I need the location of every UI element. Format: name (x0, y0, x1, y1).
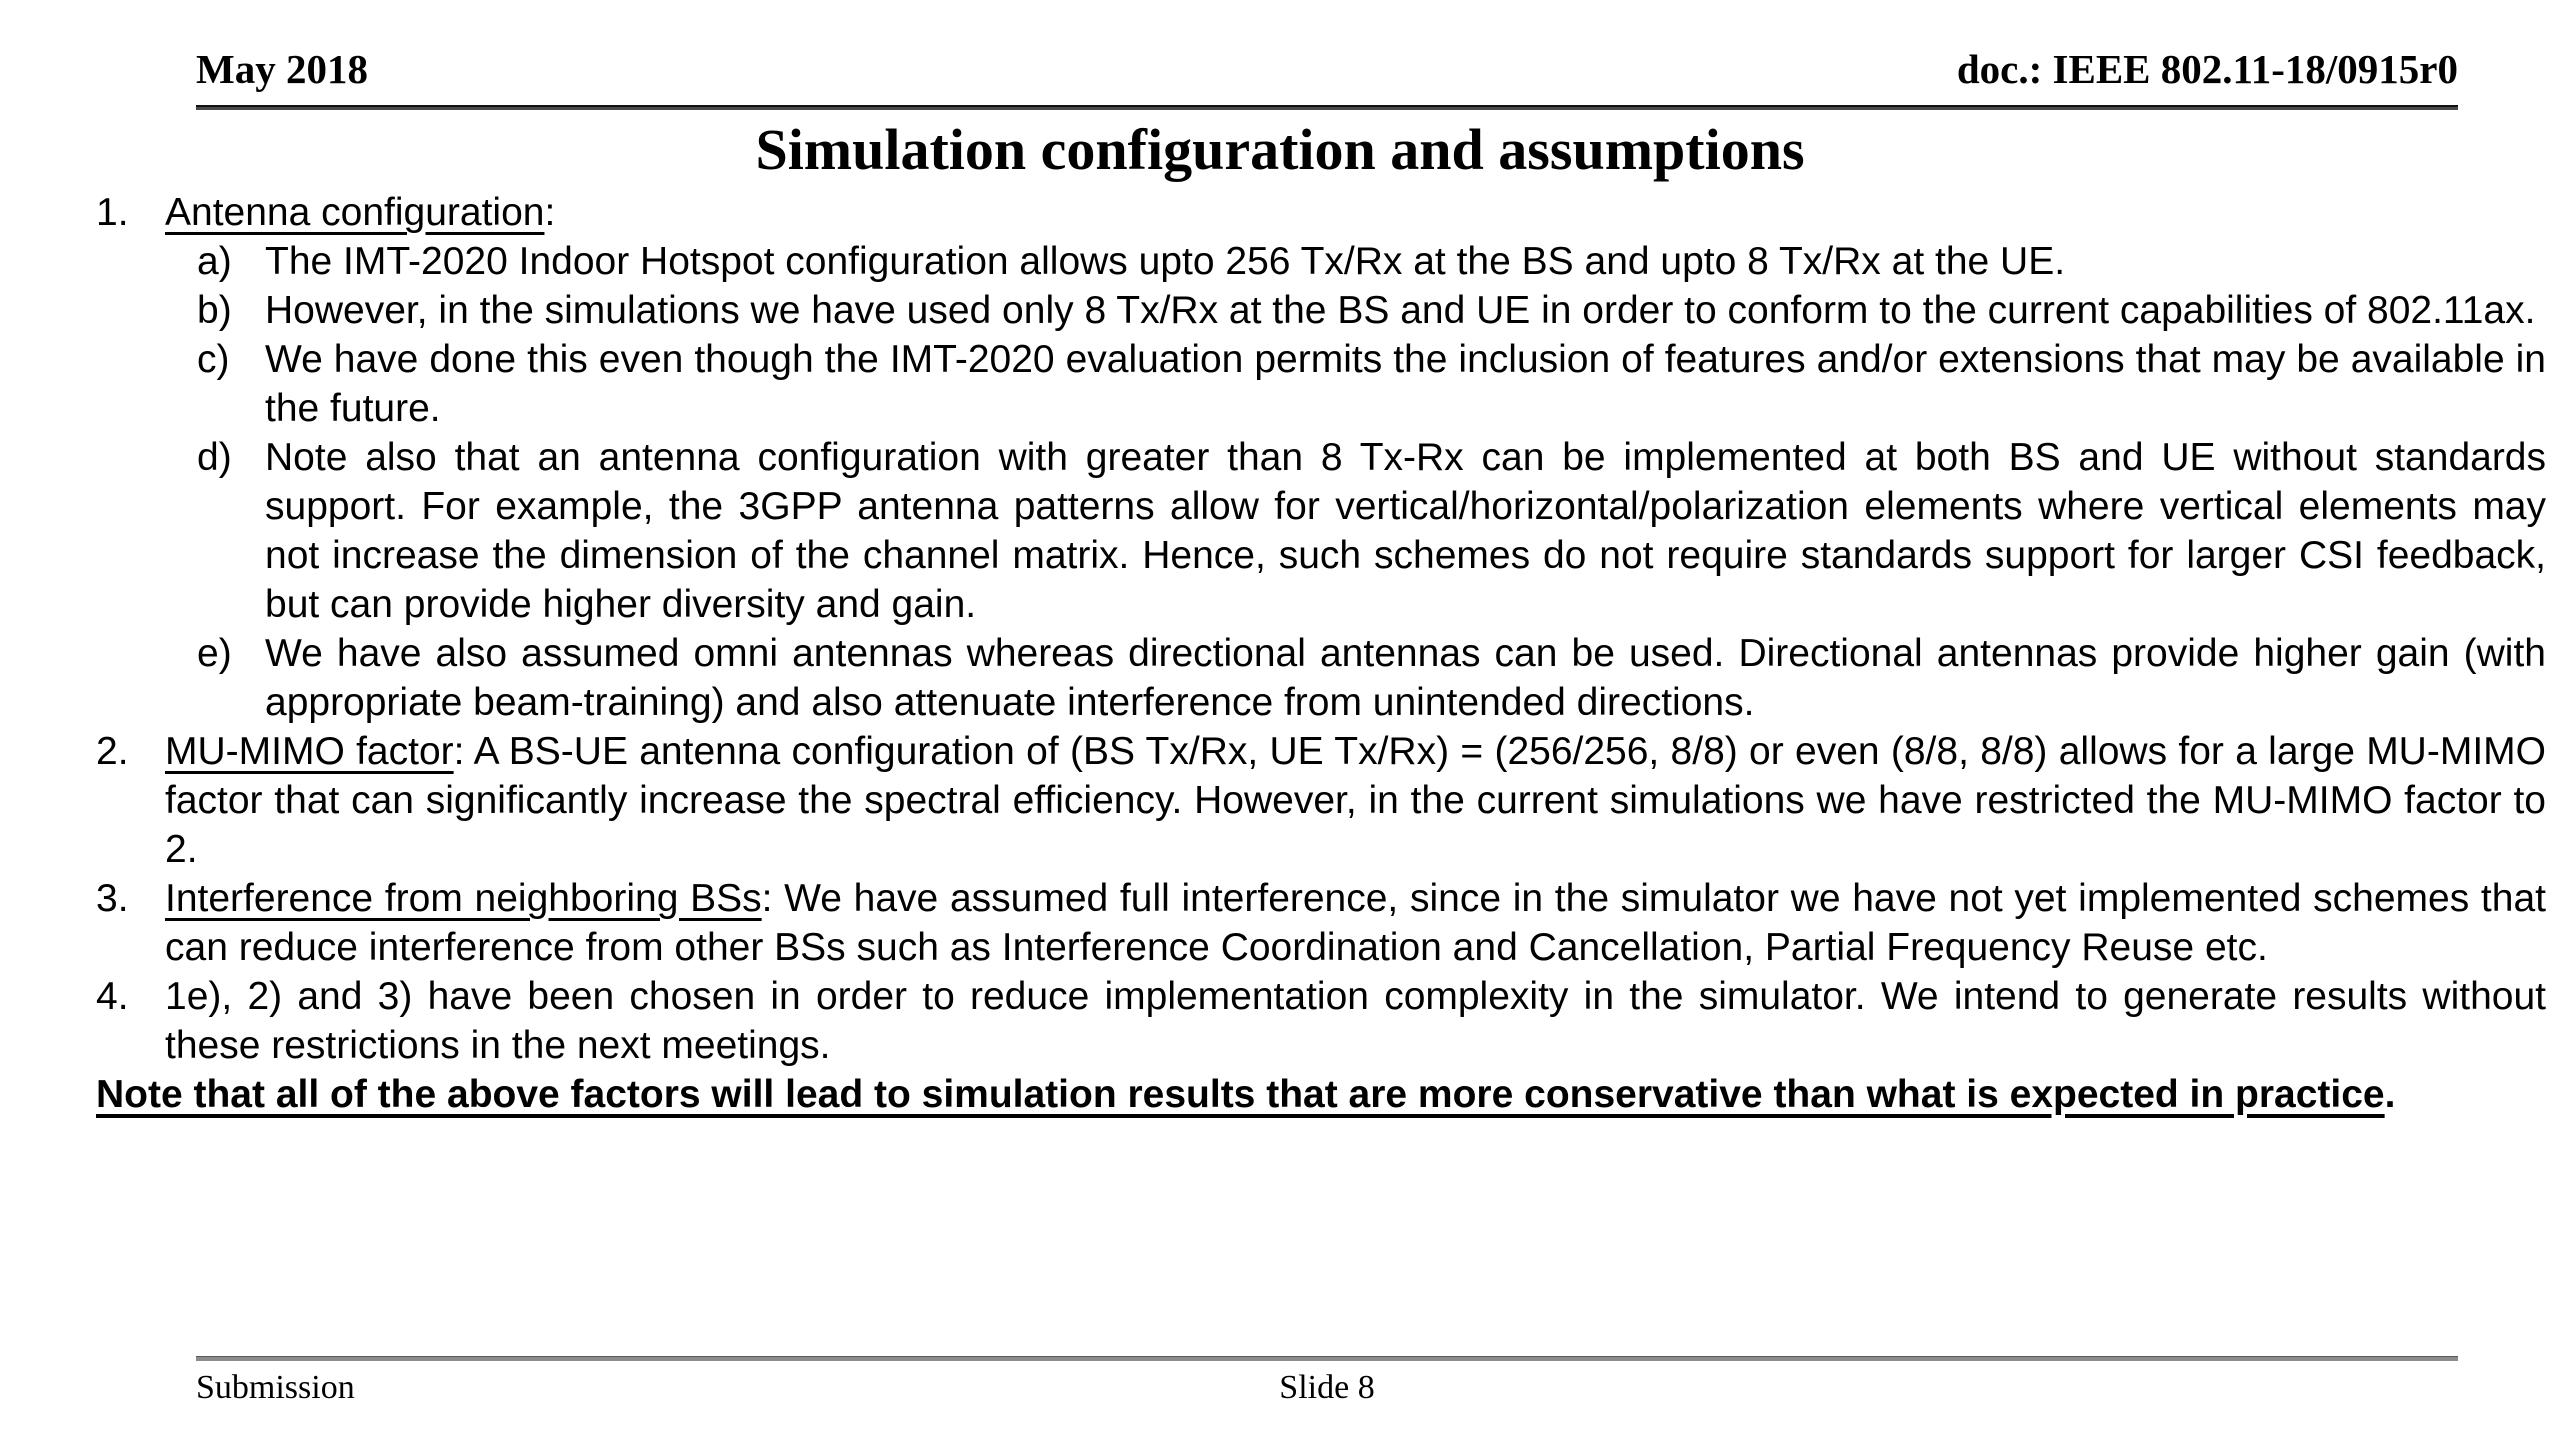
slide-footer (196, 1356, 2458, 1406)
footer-slide-number: Slide 8 (1279, 1369, 1375, 1406)
sub-item-1c-text: We have done this even though the IMT-2020 evaluation permits the inclusion of features and/or extensions that may be available in the future. (265, 337, 2546, 430)
sub-list-1 (165, 237, 2546, 727)
sub-item-1e-text: We have also assumed omni antennas whereas directional antennas can be used. Directional antennas provide higher gain (with appropriate beam-training) and also attenuate interference from unintended directions. (265, 631, 2546, 724)
sub-item-1e (165, 629, 2546, 727)
footer-text-row (196, 1369, 2458, 1406)
item-3-label: Interference from neighboring BSs (165, 876, 762, 920)
sub-item-1a-marker: a) (197, 239, 232, 283)
sub-item-1c-marker: c) (197, 337, 230, 381)
item-4-number: 4. (96, 974, 129, 1018)
sub-item-1b-text: However, in the simulations we have used only 8 Tx/Rx at the BS and UE in order to conform to the current capabilities of 802.11ax. (265, 288, 2536, 332)
footer-rule (196, 1356, 2458, 1361)
footer-submission-label: Submission (196, 1369, 355, 1406)
footer-right-spacer (1704, 1369, 2458, 1406)
sub-item-1d (165, 433, 2546, 629)
header-doc-number: doc.: IEEE 802.11-18/0915r0 (1956, 46, 2458, 92)
list-item-3 (96, 874, 2546, 972)
sub-item-1d-text: Note also that an antenna configuration with greater than 8 Tx-Rx can be implemented at both BS and UE without standards support. For example, the 3GPP antenna patterns allow for vertical/horizontal/polarization elements where vertical elements may not increase the dimension of the channel matrix. Hence, such schemes do not require standards support for larger CSI feedback, but can provide higher diversity and gain. (265, 435, 2546, 626)
item-1-label: Antenna configuration (165, 190, 545, 234)
list-item-4 (96, 972, 2546, 1070)
item-2-label: MU-MIMO factor (165, 729, 454, 773)
item-3-text: : We have assumed full interference, since in the simulator we have not yet implemented schemes that can reduce interference from other BSs such as Interference Coordination and Cancellation, Partial Frequency Reuse etc. (165, 876, 2546, 969)
sub-item-1a-text: The IMT-2020 Indoor Hotspot configuration allows upto 256 Tx/Rx at the BS and upto 8 Tx/Rx at the UE. (265, 239, 2066, 283)
item-1-text: : (544, 190, 556, 234)
item-4-text: 1e), 2) and 3) have been chosen in order to reduce implementation complexity in the simulator. We intend to generate results without these restrictions in the next meetings. (165, 974, 2546, 1067)
sub-item-1d-marker: d) (197, 435, 232, 479)
header-date: May 2018 (196, 46, 368, 92)
sub-item-1c (165, 335, 2546, 433)
header-rule (196, 105, 2458, 110)
item-1-number: 1. (96, 190, 129, 234)
conclusion-note-text: Note that all of the above factors will lead to simulation results that are more conservative than what is expected in practice (96, 1072, 2385, 1116)
list-item-2 (96, 727, 2546, 874)
sub-item-1b-marker: b) (197, 288, 232, 332)
conclusion-note-period: . (2384, 1072, 2396, 1116)
item-2-text: : A BS-UE antenna configuration of (BS Tx/Rx, UE Tx/Rx) = (256/256, 8/8) or even (8/8, 8/8) allows for a large MU-MIMO factor that can significantly increase the spectral efficiency. However, in the current simulations we have restricted the MU-MIMO factor to 2. (165, 729, 2546, 871)
conclusion-note (96, 1070, 2546, 1119)
slide-body (96, 188, 2546, 1119)
slide-header (196, 46, 2458, 93)
sub-item-1e-marker: e) (197, 631, 232, 675)
sub-item-1a (165, 237, 2546, 286)
list-item-1 (96, 188, 2546, 727)
page-title: Simulation configuration and assumptions (755, 117, 1805, 183)
sub-item-1b (165, 286, 2546, 335)
item-2-number: 2. (96, 729, 129, 773)
item-3-number: 3. (96, 876, 129, 920)
